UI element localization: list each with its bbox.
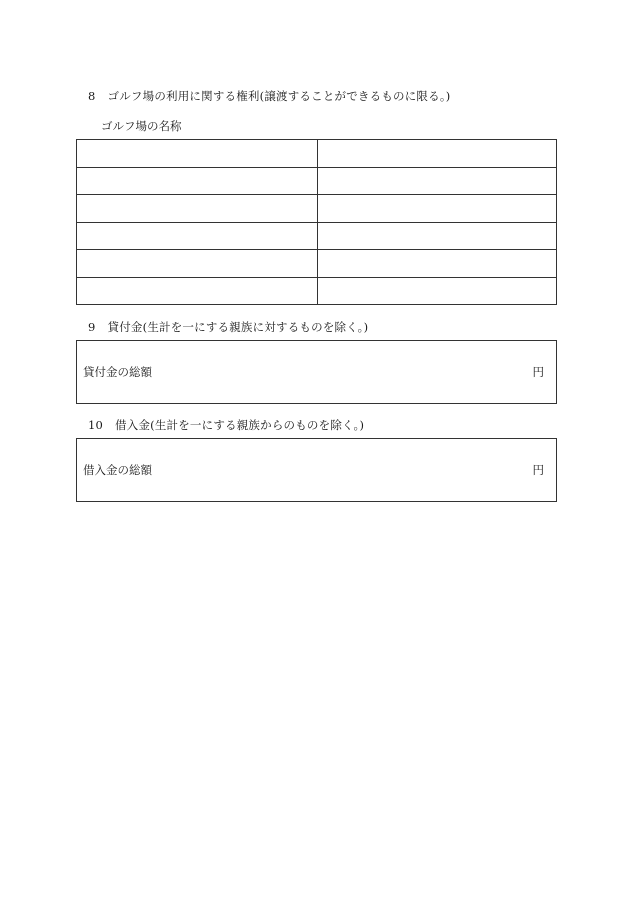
golf-course-name-cell[interactable] xyxy=(77,277,318,305)
section-9-number: 9 xyxy=(88,320,96,334)
golf-course-value-cell[interactable] xyxy=(318,277,557,305)
golf-course-name-cell[interactable] xyxy=(77,140,318,168)
section-8-heading xyxy=(88,89,450,103)
borrowing-total-box[interactable] xyxy=(76,438,557,502)
table-row xyxy=(77,140,557,168)
golf-course-name-cell[interactable] xyxy=(77,250,318,278)
golf-course-table xyxy=(76,139,557,305)
golf-course-name-cell[interactable] xyxy=(77,167,318,195)
golf-course-name-cell[interactable] xyxy=(77,222,318,250)
yen-unit-label: 円 xyxy=(532,365,544,379)
section-10-number: 10 xyxy=(88,418,104,432)
golf-course-value-cell[interactable] xyxy=(318,167,557,195)
section-8-number: 8 xyxy=(88,89,96,103)
table-row xyxy=(77,167,557,195)
table-row xyxy=(77,222,557,250)
loan-receivable-total-label: 貸付金の総額 xyxy=(83,365,152,379)
loan-receivable-total-box[interactable] xyxy=(76,340,557,404)
borrowing-total-label: 借入金の総額 xyxy=(83,463,152,477)
golf-course-value-cell[interactable] xyxy=(318,250,557,278)
golf-course-value-cell[interactable] xyxy=(318,222,557,250)
section-9-heading xyxy=(88,320,368,334)
table-row xyxy=(77,195,557,223)
section-9-title: 貸付金(生計を一にする親族に対するものを除く。) xyxy=(107,320,369,334)
yen-unit-label: 円 xyxy=(532,463,544,477)
golf-course-name-label: ゴルフ場の名称 xyxy=(101,119,182,133)
golf-course-name-cell[interactable] xyxy=(77,195,318,223)
section-10-title: 借入金(生計を一にする親族からのものを除く。) xyxy=(115,418,365,432)
section-10-heading xyxy=(88,418,364,432)
table-row xyxy=(77,250,557,278)
golf-course-value-cell[interactable] xyxy=(318,195,557,223)
table-row xyxy=(77,277,557,305)
section-8-title: ゴルフ場の利用に関する権利(譲渡することができるものに限る。) xyxy=(107,89,451,103)
golf-course-value-cell[interactable] xyxy=(318,140,557,168)
